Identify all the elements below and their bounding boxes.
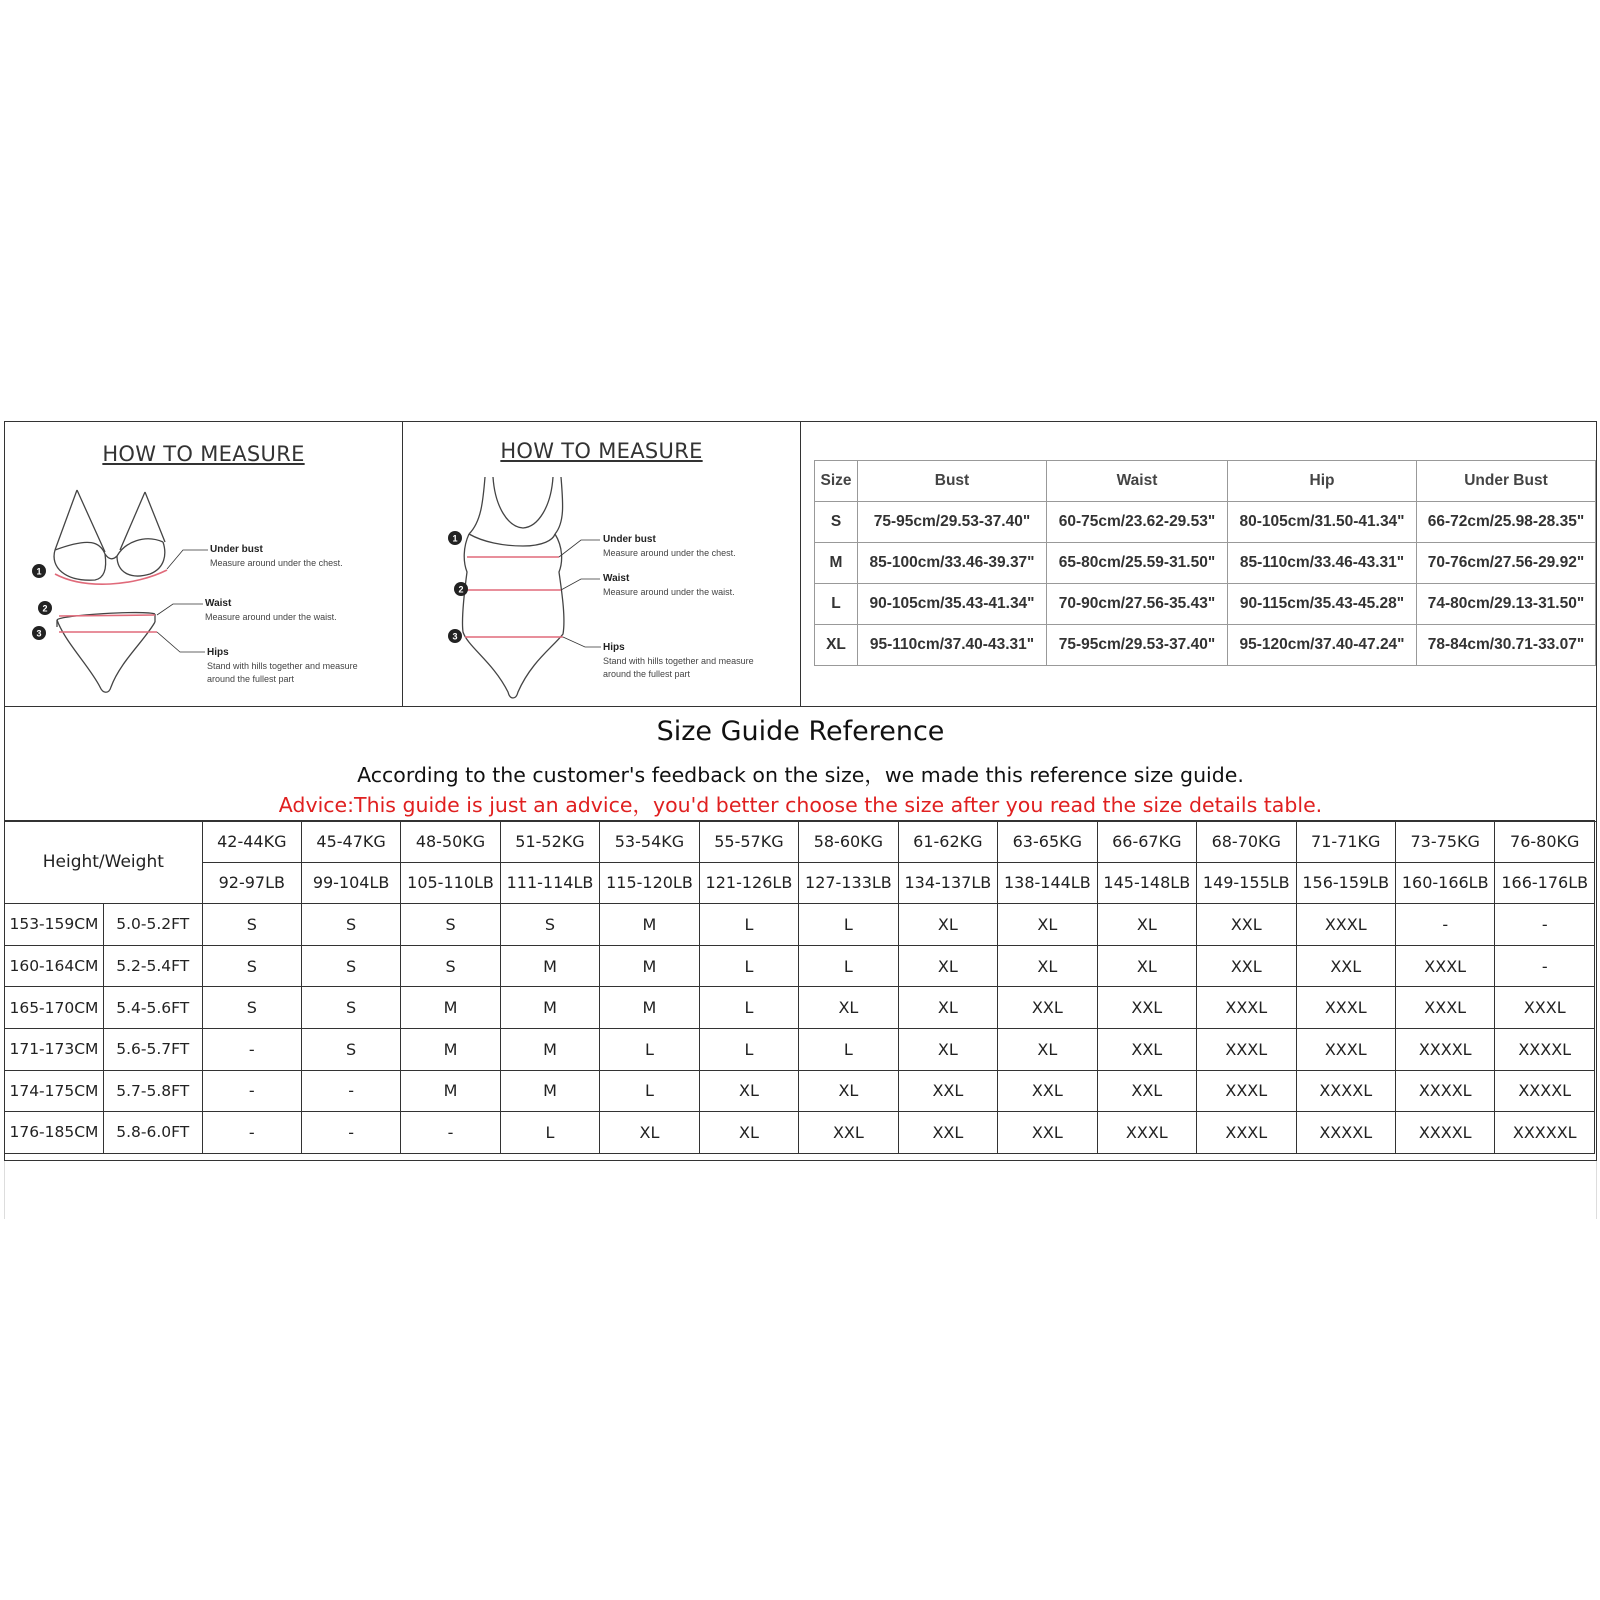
size-cell: S <box>202 987 301 1029</box>
size-cell: XL <box>998 904 1097 946</box>
size-cell: XXL <box>1296 945 1395 987</box>
bikini-diagram <box>5 422 403 706</box>
size-cell: XL <box>898 904 997 946</box>
size-cell: M <box>600 945 699 987</box>
weight-lb-header: 115-120LB <box>600 862 699 904</box>
size-cell: XXXL <box>1395 945 1494 987</box>
header-under-bust: Under Bust <box>1417 461 1596 502</box>
size-cell: XXXXL <box>1495 1070 1595 1112</box>
size-cell: L <box>699 945 798 987</box>
marker-1-icon <box>32 564 46 578</box>
svg-text:2: 2 <box>458 584 464 595</box>
size-cell: - <box>301 1112 400 1154</box>
marker-2-icon <box>38 601 52 615</box>
under-bust-text: Measure around under the chest. <box>210 558 343 568</box>
weight-kg-header: 51-52KG <box>500 821 599 863</box>
size-cell: M <box>500 987 599 1029</box>
size-cell: XXL <box>1097 1070 1196 1112</box>
weight-lb-header: 105-110LB <box>401 862 500 904</box>
size-cell: XXXXL <box>1395 1112 1494 1154</box>
height-cm-cell: 165-170CM <box>5 987 104 1029</box>
size-cell: L <box>699 987 798 1029</box>
measurement-cell: 70-90cm/27.56-35.43" <box>1047 584 1228 625</box>
marker-1-icon <box>448 531 462 545</box>
size-cell: L <box>799 945 898 987</box>
table-row <box>5 1028 1595 1070</box>
size-cell: XXXL <box>1197 1028 1296 1070</box>
size-cell: XXL <box>1097 987 1196 1029</box>
table-header-row <box>815 461 1596 502</box>
measure-section <box>5 422 1596 707</box>
size-cell: - <box>202 1070 301 1112</box>
size-cell: - <box>202 1028 301 1070</box>
svg-text:2: 2 <box>42 603 48 614</box>
size-cell: S <box>301 1028 400 1070</box>
size-cell: L <box>799 1028 898 1070</box>
svg-text:3: 3 <box>36 628 42 639</box>
height-cm-cell: 160-164CM <box>5 945 104 987</box>
size-cell: S <box>202 945 301 987</box>
measurement-cell: 75-95cm/29.53-37.40" <box>858 502 1047 543</box>
size-cell: M <box>600 904 699 946</box>
weight-kg-header: 63-65KG <box>998 821 1097 863</box>
size-cell: XXXL <box>1097 1112 1196 1154</box>
size-cell: XL <box>699 1070 798 1112</box>
table-row <box>815 625 1596 666</box>
guide-title: Size Guide Reference <box>656 716 945 747</box>
size-reference-table <box>4 820 1595 1154</box>
size-cell: XL <box>998 945 1097 987</box>
height-ft-cell: 5.0-5.2FT <box>103 904 202 946</box>
hips-title: Hips <box>603 642 625 653</box>
swimsuit-measure-panel <box>403 422 801 706</box>
size-cell: XXXL <box>1296 987 1395 1029</box>
size-cell: M <box>500 945 599 987</box>
weight-kg-header: 66-67KG <box>1097 821 1196 863</box>
table-row <box>5 904 1595 946</box>
measurement-cell: 78-84cm/30.71-33.07" <box>1417 625 1596 666</box>
waist-text: Measure around under the waist. <box>603 587 735 597</box>
measurement-cell: 65-80cm/25.59-31.50" <box>1047 543 1228 584</box>
size-cell: XL <box>799 1070 898 1112</box>
size-cell: M <box>500 1028 599 1070</box>
weight-kg-header: 68-70KG <box>1197 821 1296 863</box>
hips-text: Stand with hills together and measure <box>603 656 754 666</box>
measurement-cell: 70-76cm/27.56-29.92" <box>1417 543 1596 584</box>
weight-kg-header: 71-71KG <box>1296 821 1395 863</box>
size-cell: XXL <box>1097 1028 1196 1070</box>
table-row <box>815 584 1596 625</box>
panel-title: HOW TO MEASURE <box>500 439 703 463</box>
size-cell: L <box>799 904 898 946</box>
marker-2-icon <box>454 582 468 596</box>
size-cell: XL <box>898 987 997 1029</box>
weight-lb-header: 121-126LB <box>699 862 798 904</box>
under-bust-title: Under bust <box>210 544 263 555</box>
weight-kg-header: 45-47KG <box>301 821 400 863</box>
height-cm-cell: 153-159CM <box>5 904 104 946</box>
measurement-cell: 95-110cm/37.40-43.31" <box>858 625 1047 666</box>
size-cell: XXXXL <box>1296 1112 1395 1154</box>
weight-lb-header: 127-133LB <box>799 862 898 904</box>
size-cell: XXXL <box>1395 987 1494 1029</box>
bikini-measure-panel <box>5 422 403 706</box>
svg-text:1: 1 <box>452 533 458 544</box>
weight-lb-header: 134-137LB <box>898 862 997 904</box>
size-cell: XXXXL <box>1495 1028 1595 1070</box>
guide-advice: Advice:This guide is just an advice，you'd better choose the size after you read the size details table. <box>278 793 1323 817</box>
size-cell: XL <box>1097 945 1196 987</box>
size-cell: L <box>500 1112 599 1154</box>
size-cell: - <box>1395 904 1494 946</box>
size-cell: M <box>500 1070 599 1112</box>
hips-text: Stand with hills together and measure <box>207 661 358 671</box>
size-cell: XL <box>815 625 858 666</box>
measurement-cell: 80-105cm/31.50-41.34" <box>1228 502 1417 543</box>
weight-lb-header: 99-104LB <box>301 862 400 904</box>
panel-title: HOW TO MEASURE <box>102 442 305 466</box>
size-guide-header <box>5 706 1596 822</box>
divider <box>1596 1161 1597 1219</box>
under-bust-title: Under bust <box>603 534 656 545</box>
waist-text: Measure around under the waist. <box>205 612 337 622</box>
size-cell: L <box>600 1070 699 1112</box>
size-cell: XXL <box>998 1112 1097 1154</box>
height-ft-cell: 5.8-6.0FT <box>103 1112 202 1154</box>
size-cell: XL <box>898 1028 997 1070</box>
size-cell: S <box>301 987 400 1029</box>
measurement-cell: 85-100cm/33.46-39.37" <box>858 543 1047 584</box>
size-cell: M <box>401 1070 500 1112</box>
size-cell: XL <box>699 1112 798 1154</box>
marker-3-icon <box>32 626 46 640</box>
height-cm-cell: 174-175CM <box>5 1070 104 1112</box>
height-ft-cell: 5.7-5.8FT <box>103 1070 202 1112</box>
header-size: Size <box>815 461 858 502</box>
size-cell: S <box>815 502 858 543</box>
size-cell: XXL <box>998 1070 1097 1112</box>
size-cell: XXXXL <box>1395 1070 1494 1112</box>
header-waist: Waist <box>1047 461 1228 502</box>
size-cell: XXL <box>1197 904 1296 946</box>
size-details-panel <box>801 422 1598 706</box>
measurement-cell: 95-120cm/37.40-47.24" <box>1228 625 1417 666</box>
size-cell: L <box>699 904 798 946</box>
size-cell: XXL <box>898 1070 997 1112</box>
table-row <box>815 502 1596 543</box>
size-cell: S <box>202 904 301 946</box>
guide-subtitle: According to the customer's feedback on the size，we made this reference size guide. <box>357 763 1244 787</box>
height-weight-label: Height/Weight <box>5 821 203 904</box>
size-cell: L <box>600 1028 699 1070</box>
size-cell: - <box>1495 945 1595 987</box>
size-cell: XXXL <box>1197 987 1296 1029</box>
weight-lb-header: 138-144LB <box>998 862 1097 904</box>
kg-header-row <box>5 821 1595 863</box>
measurement-cell: 85-110cm/33.46-43.31" <box>1228 543 1417 584</box>
height-ft-cell: 5.4-5.6FT <box>103 987 202 1029</box>
size-cell: XXXL <box>1197 1112 1296 1154</box>
hips-title: Hips <box>207 647 229 658</box>
size-cell: S <box>401 945 500 987</box>
size-cell: S <box>301 945 400 987</box>
size-cell: - <box>1495 904 1595 946</box>
weight-lb-header: 111-114LB <box>500 862 599 904</box>
weight-lb-header: 160-166LB <box>1395 862 1494 904</box>
measurement-cell: 90-115cm/35.43-45.28" <box>1228 584 1417 625</box>
weight-lb-header: 166-176LB <box>1495 862 1595 904</box>
size-cell: M <box>815 543 858 584</box>
size-cell: L <box>699 1028 798 1070</box>
size-cell: M <box>401 1028 500 1070</box>
size-cell: - <box>301 1070 400 1112</box>
header-hip: Hip <box>1228 461 1417 502</box>
size-cell: M <box>600 987 699 1029</box>
weight-kg-header: 76-80KG <box>1495 821 1595 863</box>
under-bust-text: Measure around under the chest. <box>603 548 736 558</box>
waist-title: Waist <box>205 598 232 609</box>
size-cell: XL <box>600 1112 699 1154</box>
weight-kg-header: 58-60KG <box>799 821 898 863</box>
svg-text:1: 1 <box>36 566 42 577</box>
height-cm-cell: 176-185CM <box>5 1112 104 1154</box>
table-row <box>5 987 1595 1029</box>
weight-kg-header: 55-57KG <box>699 821 798 863</box>
size-cell: XXL <box>998 987 1097 1029</box>
size-cell: XXXL <box>1495 987 1595 1029</box>
weight-kg-header: 42-44KG <box>202 821 301 863</box>
size-cell: - <box>401 1112 500 1154</box>
weight-lb-header: 145-148LB <box>1097 862 1196 904</box>
size-cell: XXXL <box>1197 1070 1296 1112</box>
size-cell: S <box>401 904 500 946</box>
table-row <box>5 945 1595 987</box>
size-cell: XXXXL <box>1296 1070 1395 1112</box>
size-cell: XXXL <box>1296 904 1395 946</box>
size-cell: XXXL <box>1296 1028 1395 1070</box>
weight-lb-header: 149-155LB <box>1197 862 1296 904</box>
size-cell: XL <box>1097 904 1196 946</box>
size-cell: XL <box>898 945 997 987</box>
svg-text:3: 3 <box>452 631 458 642</box>
size-cell: XL <box>998 1028 1097 1070</box>
swimsuit-diagram <box>403 422 801 706</box>
lb-header-row <box>5 862 1595 904</box>
weight-lb-header: 92-97LB <box>202 862 301 904</box>
table-row <box>5 1112 1595 1154</box>
waist-title: Waist <box>603 573 630 584</box>
size-cell: S <box>500 904 599 946</box>
weight-kg-header: 73-75KG <box>1395 821 1494 863</box>
size-cell: S <box>301 904 400 946</box>
table-row <box>815 543 1596 584</box>
hips-text-2: around the fullest part <box>603 669 691 679</box>
weight-kg-header: 53-54KG <box>600 821 699 863</box>
size-cell: XXL <box>1197 945 1296 987</box>
divider <box>4 1161 5 1219</box>
size-chart-frame <box>4 421 1597 1161</box>
size-cell: XXXXL <box>1395 1028 1494 1070</box>
height-ft-cell: 5.6-5.7FT <box>103 1028 202 1070</box>
height-ft-cell: 5.2-5.4FT <box>103 945 202 987</box>
size-cell: - <box>202 1112 301 1154</box>
size-cell: XXXXXL <box>1495 1112 1595 1154</box>
height-cm-cell: 171-173CM <box>5 1028 104 1070</box>
weight-kg-header: 48-50KG <box>401 821 500 863</box>
size-cell: XXL <box>799 1112 898 1154</box>
hips-text-2: around the fullest part <box>207 674 295 684</box>
measurement-cell: 90-105cm/35.43-41.34" <box>858 584 1047 625</box>
table-row <box>5 1070 1595 1112</box>
marker-3-icon <box>448 629 462 643</box>
measurement-cell: 74-80cm/29.13-31.50" <box>1417 584 1596 625</box>
measurement-cell: 75-95cm/29.53-37.40" <box>1047 625 1228 666</box>
size-cell: XL <box>799 987 898 1029</box>
header-bust: Bust <box>858 461 1047 502</box>
size-cell: XXL <box>898 1112 997 1154</box>
weight-kg-header: 61-62KG <box>898 821 997 863</box>
measurement-cell: 66-72cm/25.98-28.35" <box>1417 502 1596 543</box>
size-cell: M <box>401 987 500 1029</box>
size-details-table <box>814 460 1596 666</box>
measurement-cell: 60-75cm/23.62-29.53" <box>1047 502 1228 543</box>
weight-lb-header: 156-159LB <box>1296 862 1395 904</box>
size-cell: L <box>815 584 858 625</box>
